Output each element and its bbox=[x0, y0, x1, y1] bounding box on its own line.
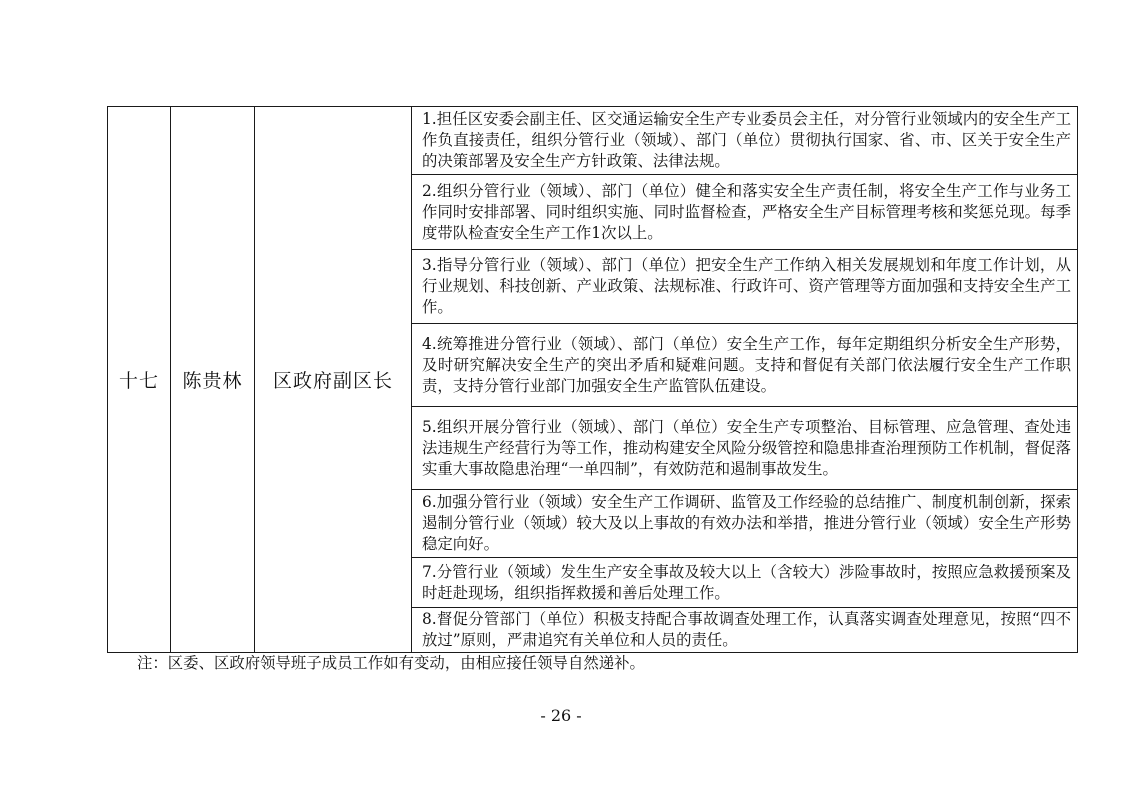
duty-item-2: 2.组织分管行业（领域）、部门（单位）健全和落实安全生产责任制，将安全生产工作与业务工作同时安排部署、同时组织实施、同时监督检查，严格安全生产目标管理考核和奖惩兑现。每季度带队检查安全生产工作1次以上。 bbox=[412, 175, 1078, 250]
leader-position-cell: 区政府副区长 bbox=[255, 107, 412, 653]
table-footnote: 注：区委、区政府领导班子成员工作如有变动，由相应接任领导自然递补。 bbox=[137, 654, 645, 672]
leader-name-cell: 陈贵林 bbox=[171, 107, 255, 653]
duty-item-6: 6.加强分管行业（领域）安全生产工作调研、监管及工作经验的总结推广、制度机制创新，探索遏制分管行业（领域）较大及以上事故的有效办法和举措，推进分管行业（领域）安全生产形势稳定向好。 bbox=[412, 490, 1078, 558]
duty-item-5: 5.组织开展分管行业（领域）、部门（单位）安全生产专项整治、目标管理、应急管理、查处违法违规生产经营行为等工作，推动构建安全风险分级管控和隐患排查治理预防工作机制，督促落实重大事故隐患治理“一单四制”，有效防范和遏制事故发生。 bbox=[412, 407, 1078, 490]
duty-item-1: 1.担任区安委会副主任、区交通运输安全生产专业委员会主任，对分管行业领域内的安全生产工作负直接责任，组织分管行业（领域）、部门（单位）贯彻执行国家、省、市、区关于安全生产的决策部署及安全生产方针政策、法律法规。 bbox=[412, 107, 1078, 175]
duty-item-7: 7.分管行业（领域）发生生产安全事故及较大以上（含较大）涉险事故时，按照应急救援预案及时赶赴现场，组织指挥救援和善后处理工作。 bbox=[412, 558, 1078, 608]
duty-item-8: 8.督促分管部门（单位）积极支持配合事故调查处理工作，认真落实调查处理意见，按照“四不放过”原则，严肃追究有关单位和人员的责任。 bbox=[412, 608, 1078, 653]
table-row bbox=[108, 107, 1078, 175]
responsibility-table bbox=[107, 106, 1078, 653]
duty-item-3: 3.指导分管行业（领域）、部门（单位）把安全生产工作纳入相关发展规划和年度工作计划，从行业规划、科技创新、产业政策、法规标准、行政许可、资产管理等方面加强和支持安全生产工作。 bbox=[412, 250, 1078, 324]
duty-item-4: 4.统筹推进分管行业（领域）、部门（单位）安全生产工作，每年定期组织分析安全生产形势，及时研究解决安全生产的突出矛盾和疑难问题。支持和督促有关部门依法履行安全生产工作职责，支持分管行业部门加强安全生产监管队伍建设。 bbox=[412, 324, 1078, 407]
row-number-cell: 十七 bbox=[108, 107, 171, 653]
page-number: - 26 - bbox=[540, 706, 582, 725]
